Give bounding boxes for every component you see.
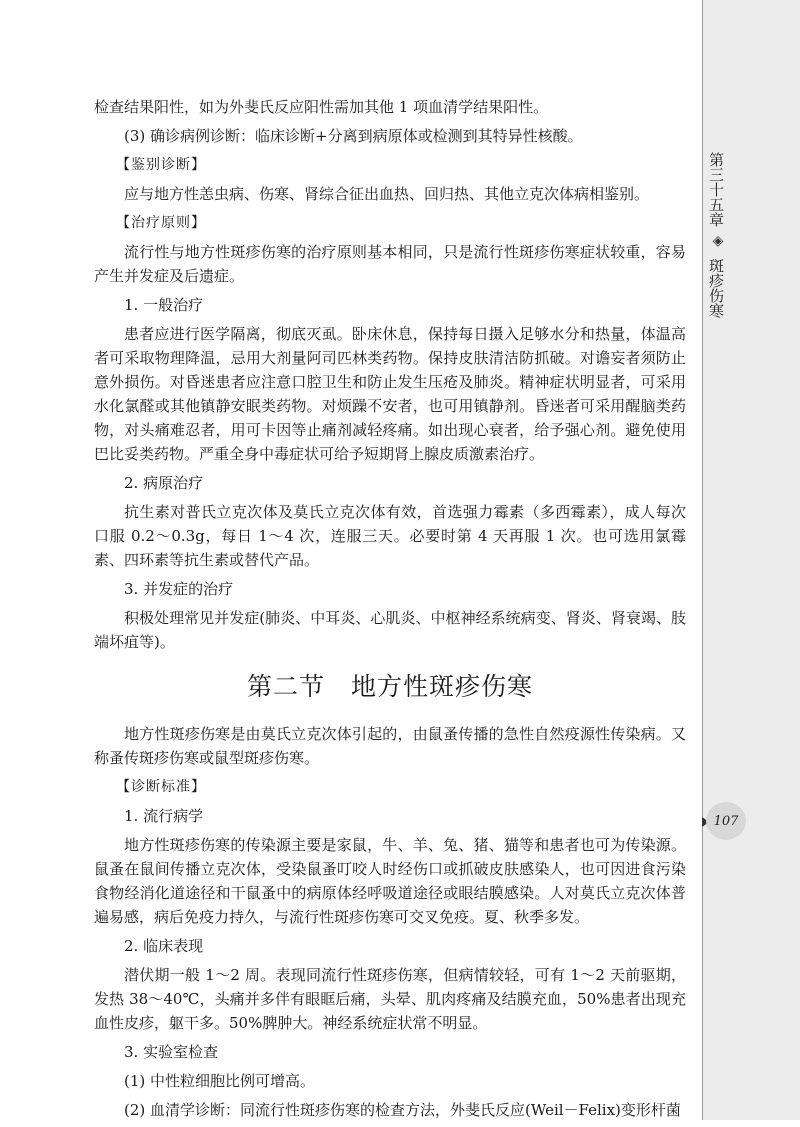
text-body [94,95,686,1127]
paragraph: 潜伏期一般 1～2 周。表现同流行性斑疹伤寒，但病情较轻，可有 1～2 天前驱期，发热 38～40℃，头痛并多伴有眼眶后痛，头晕、肌肉疼痛及结膜充血，50%患者出现充血性皮疹，躯干多。50%脾肿大。神经系统症状常不明显。 [94,966,686,1032]
paragraph: 抗生素对普氏立克次体及莫氏立克次体有效，首选强力霉素（多西霉素），成人每次口服 0.2～0.3g，每日 1～4 次，连服三天。必要时第 4 天再服 1 次。也可选用氯霉素、四环素等抗生素或替代产品。 [94,503,686,569]
paragraph: 应与地方性恙虫病、伤寒、肾综合征出血热、回归热、其他立克次体病相鉴别。 [124,185,650,203]
bracket-heading-differential: 【鉴别诊断】 [116,157,206,173]
paragraph: 流行性与地方性斑疹伤寒的治疗原则基本相同，只是流行性斑疹伤寒症状较重，容易产生并发症及后遗症。 [94,243,686,285]
chapter-title: 斑疹伤寒 [707,258,725,318]
paragraph: 检查结果阳性，如为外斐氏反应阳性需加其他 1 项血清学结果阳性。 [94,98,549,116]
paragraph: (3) 确诊病例诊断：临床诊断+分离到病原体或检测到其特异性核酸。 [124,127,583,145]
subheading: 3. 并发症的治疗 [124,580,234,598]
paragraph: 地方性斑疹伤寒的传染源主要是家鼠，牛、羊、兔、猪、猫等和患者也可为传染源。鼠蚤在鼠间传播立克次体，受染鼠蚤叮咬人时经伤口或抓破皮肤感染人，也可因进食污染食物经消化道途径和干鼠蚤中的病原体经呼吸道途径或眼结膜感染。人对莫氏立克次体普遍易感，病后免疫力持久，与流行性斑疹伤寒可交叉免疫。夏、秋季多发。 [94,836,686,926]
subheading: 1. 一般治疗 [124,296,204,314]
strip-divider [702,0,703,1120]
paragraph: 患者应进行医学隔离，彻底灭虱。卧床休息，保持每日摄入足够水分和热量，体温高者可采取物理降温，忌用大剂量阿司匹林类药物。保持皮肤清洁防抓破。对谵妄者须防止意外损伤。对昏迷患者应注意口腔卫生和防止发生压疮及肺炎。精神症状明显者，可采用水化氯醛或其他镇静安眠类药物。对烦躁不安者，也可用镇静剂。昏迷者可采用醒脑类药物，对头痛难忍者，用可卡因等止痛剂减轻疼痛。如出现心衰者，给予强心剂。避免使用巴比妥类药物。严重全身中毒症状可给予短期肾上腺皮质激素治疗。 [94,325,686,463]
section-title: 第二节 地方性斑疹伤寒 [246,672,533,701]
paragraph: 地方性斑疹伤寒是由莫氏立克次体引起的，由鼠蚤传播的急性自然疫源性传染病。又称蚤传斑疹伤寒或鼠型斑疹伤寒。 [94,725,686,767]
bracket-heading-treatment: 【治疗原则】 [116,215,206,231]
chapter-label [707,152,729,318]
chapter-number: 第三十五章 [707,152,725,227]
bracket-heading-diagnosis: 【诊断标准】 [116,779,206,795]
subheading: 2. 病原治疗 [124,474,204,492]
page-number: 107 [706,802,746,840]
paragraph: (2) 血清学诊断：同流行性斑疹伤寒的检查方法，外斐氏反应(Weil－Felix)变形杆菌 [124,1101,681,1119]
paragraph: 积极处理常见并发症(肺炎、中耳炎、心肌炎、中枢神经系统病变、肾炎、肾衰竭、肢端坏疽等)。 [94,609,686,651]
diamond-icon: ◈ [712,233,724,249]
paragraph: (1) 中性粒细胞比例可增高。 [124,1072,316,1090]
subheading: 2. 临床表现 [124,937,204,955]
subheading: 3. 实验室检查 [124,1043,219,1061]
subheading: 1. 流行病学 [124,807,204,825]
